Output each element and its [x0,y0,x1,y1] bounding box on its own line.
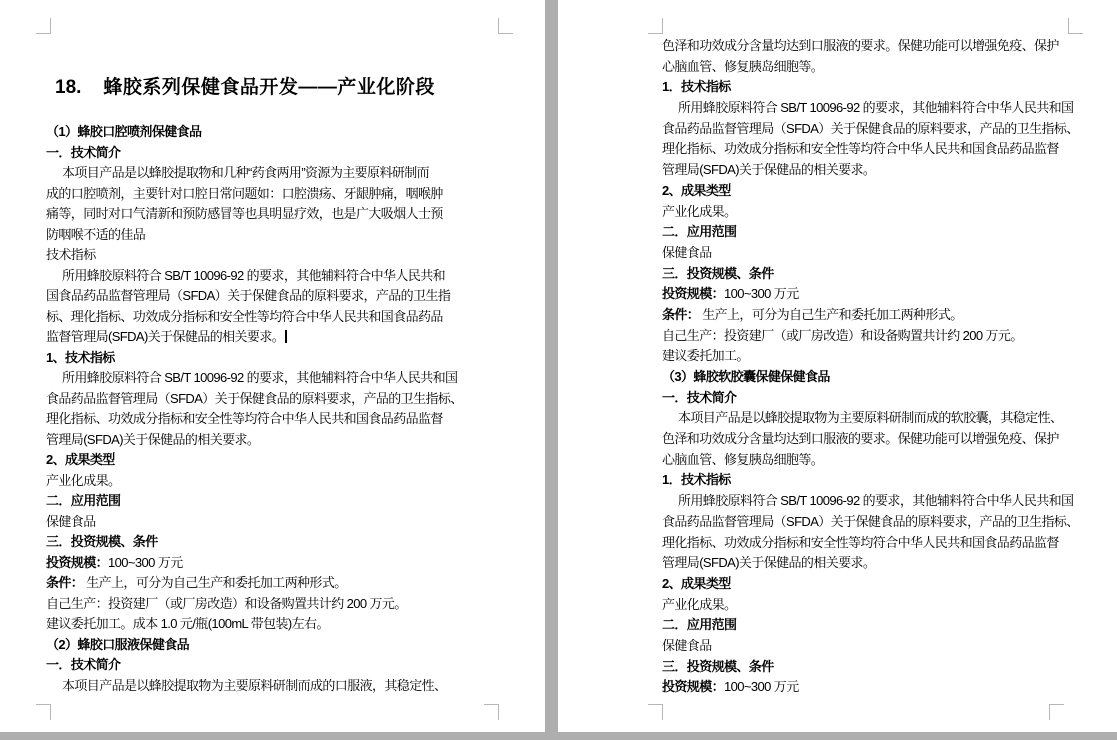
heading-number: 18. [55,77,82,98]
text-line [46,286,506,307]
field-value: 生产上，可分为自己生产和委托加工两种形式。 [83,575,347,590]
margin-mark-bottom-right [1049,704,1064,720]
line-text: （2）蜂胶口服液保健食品 [46,636,190,652]
line-text: 本项目产品是以蜂胶提取物和几种“药食两用”资源为主要原料研制而 [62,165,430,180]
left-page-text-block [46,122,506,696]
text-line [662,284,1117,305]
heading-line [662,657,1117,678]
text-caret [285,330,287,343]
heading-line [46,655,506,676]
text-line [662,98,1117,119]
text-line [46,471,506,492]
text-line [662,139,1117,160]
field-value: 100~300 万元 [108,554,183,570]
line-text: 1、技术指标 [46,349,115,365]
heading-line [662,367,1117,388]
line-text: 一．技术简介 [662,389,737,405]
text-line [662,677,1117,698]
text-line [46,204,506,225]
text-line [46,430,506,451]
text-line [46,184,506,205]
line-text: 产业化成果。 [662,596,737,612]
text-line [46,573,506,594]
line-text: 所用蜂胶原料符合 SB/T 10096-92 的要求，其他辅料符合中华人民共和国 [62,370,458,385]
line-text: 所用蜂胶原料符合 SB/T 10096-92 的要求，其他辅料符合中华人民共和国 [678,100,1074,116]
line-text: 所用蜂胶原料符合 SB/T 10096-92 的要求，其他辅料符合中华人民共和国 [678,493,1074,509]
line-text: 管理局(SFDA)关于保健品的相关要求。 [662,162,876,178]
field-label: 投资规模： [662,286,725,302]
heading-line [46,532,506,553]
line-text: 本项目产品是以蜂胶提取物为主要原料研制而成的软胶囊，其稳定性、 [678,410,1063,426]
margin-mark-top-left [648,18,663,34]
text-line [662,57,1117,78]
workspace-background-strip [0,732,1117,740]
document-page-right[interactable] [558,0,1117,732]
line-text: 管理局(SFDA)关于保健品的相关要求。 [46,431,260,447]
text-line [46,327,506,348]
line-text: （1）蜂胶口腔喷剂保健食品 [46,124,202,139]
text-line [662,36,1117,57]
field-value: 100~300 万元 [724,286,799,302]
line-text: 食品药品监督管理局（SFDA）关于保健食品的原料要求，产品的卫生指标、 [662,513,1079,529]
line-text: 2、成果类型 [46,452,115,467]
heading-line [46,122,506,143]
text-line [662,636,1117,657]
line-text: 二．应用范围 [662,224,737,240]
text-line [46,307,506,328]
text-line [46,409,506,430]
line-text: 二．应用范围 [662,617,737,633]
line-text: 标、理化指标、功效成分指标和安全性等均符合中华人民共和国食品药品 [46,308,443,324]
line-text: 保健食品 [46,513,96,529]
heading-line [662,77,1117,98]
line-text: 2、成果类型 [662,182,731,198]
line-text: 保健食品 [662,637,712,653]
text-line [662,450,1117,471]
text-line [662,160,1117,181]
heading-line [662,388,1117,409]
line-text: 自己生产：投资建厂（或厂房改造）和设备购置共计约 200 万元。 [662,327,1023,343]
text-line [46,163,506,184]
line-text: 所用蜂胶原料符合 SB/T 10096-92 的要求，其他辅料符合中华人民共和 [62,267,446,283]
text-line [662,346,1117,367]
text-line [46,266,506,287]
line-text: 食品药品监督管理局（SFDA）关于保健食品的原料要求，产品的卫生指标、 [46,390,463,406]
line-text: 监督管理局(SFDA)关于保健品的相关要求。 [46,329,285,344]
right-page-text-block [662,36,1117,698]
heading-line [46,635,506,656]
line-text: 三．投资规模、条件 [46,534,158,549]
heading-line [46,491,506,512]
line-text: 技术指标 [46,247,96,262]
field-label: 投资规模： [46,554,109,570]
line-text: 理化指标、功效成分指标和安全性等均符合中华人民共和国食品药品监督 [662,534,1059,550]
text-line [662,429,1117,450]
page-gap [545,0,558,740]
line-text: 建议委托加工。成本 1.0 元/瓶(100mL 带包装)左右。 [46,616,329,631]
text-line [46,225,506,246]
margin-mark-top-right [498,18,513,34]
line-text: 理化指标、功效成分指标和安全性等均符合中华人民共和国食品药品监督 [662,141,1059,157]
text-line [662,553,1117,574]
text-line [46,512,506,533]
field-value: 100~300 万元 [724,679,799,695]
margin-mark-bottom-left [36,704,51,720]
document-page-left[interactable] [0,0,545,732]
line-text: 1．技术指标 [662,79,731,95]
heading-line [662,264,1117,285]
text-line [662,326,1117,347]
text-line [662,491,1117,512]
line-text: 产业化成果。 [46,472,121,488]
field-label: 投资规模： [662,679,725,695]
text-line [662,305,1117,326]
text-line [46,368,506,389]
line-text: 三．投资规模、条件 [662,265,774,281]
line-text: 1．技术指标 [662,472,731,488]
line-text: 本项目产品是以蜂胶提取物为主要原料研制而成的口服液，其稳定性、 [62,677,447,693]
line-text: 防咽喉不适的佳品 [46,226,146,242]
text-line [46,553,506,574]
text-line [662,512,1117,533]
text-line [46,614,506,635]
heading-line [662,181,1117,202]
heading-text: 蜂胶系列保健食品开发——产业化阶段 [103,77,435,98]
line-text: 心脑血管、修复胰岛细胞等。 [662,58,824,74]
heading-line [46,143,506,164]
line-text: 建议委托加工。 [662,348,749,364]
line-text: 心脑血管、修复胰岛细胞等。 [662,451,824,467]
line-text: 痛等，同时对口气清新和预防感冒等也具明显疗效，也是广大吸烟人士预 [46,206,443,221]
line-text: 保健食品 [662,244,712,260]
text-line [46,389,506,410]
line-text: 三．投资规模、条件 [662,658,774,674]
margin-mark-bottom-right [484,704,499,720]
line-text: 产业化成果。 [662,203,737,219]
document-heading [55,72,435,99]
line-text: 国食品药品监督管理局（SFDA）关于保健食品的原料要求，产品的卫生指 [46,288,451,303]
line-text: 一．技术简介 [46,657,121,672]
heading-line [662,615,1117,636]
margin-mark-top-right [1068,18,1083,34]
line-text: （3）蜂胶软胶囊保健保健食品 [662,369,830,384]
text-line [662,408,1117,429]
margin-mark-bottom-left [648,704,663,720]
line-text: 食品药品监督管理局（SFDA）关于保健食品的原料要求，产品的卫生指标、 [662,120,1079,136]
text-line [46,676,506,697]
line-text: 理化指标、功效成分指标和安全性等均符合中华人民共和国食品药品监督 [46,411,443,426]
text-line [662,595,1117,616]
field-label: 条件： [662,306,700,322]
text-line [662,202,1117,223]
text-line [46,594,506,615]
text-line [662,119,1117,140]
field-label: 条件： [46,575,84,590]
line-text: 二．应用范围 [46,493,121,508]
heading-line [46,450,506,471]
heading-line [662,470,1117,491]
line-text: 自己生产：投资建厂（或厂房改造）和设备购置共计约 200 万元。 [46,595,407,611]
line-text: 成的口腔喷剂，主要针对口腔日常问题如：口腔溃疡、牙龈肿痛，咽喉肿 [46,185,443,201]
line-text: 色泽和功效成分含量均达到口服液的要求。保健功能可以增强免疫、保护 [662,431,1059,447]
line-text: 管理局(SFDA)关于保健品的相关要求。 [662,555,876,571]
line-text: 一．技术简介 [46,144,121,160]
line-text: 色泽和功效成分含量均达到口服液的要求。保健功能可以增强免疫、保护 [662,38,1059,53]
margin-mark-top-left [36,18,51,34]
field-value: 生产上，可分为自己生产和委托加工两种形式。 [699,306,963,322]
text-line [46,245,506,266]
heading-line [46,348,506,369]
heading-line [662,222,1117,243]
heading-line [662,574,1117,595]
line-text: 2、成果类型 [662,575,731,591]
text-line [662,243,1117,264]
text-line [662,533,1117,554]
